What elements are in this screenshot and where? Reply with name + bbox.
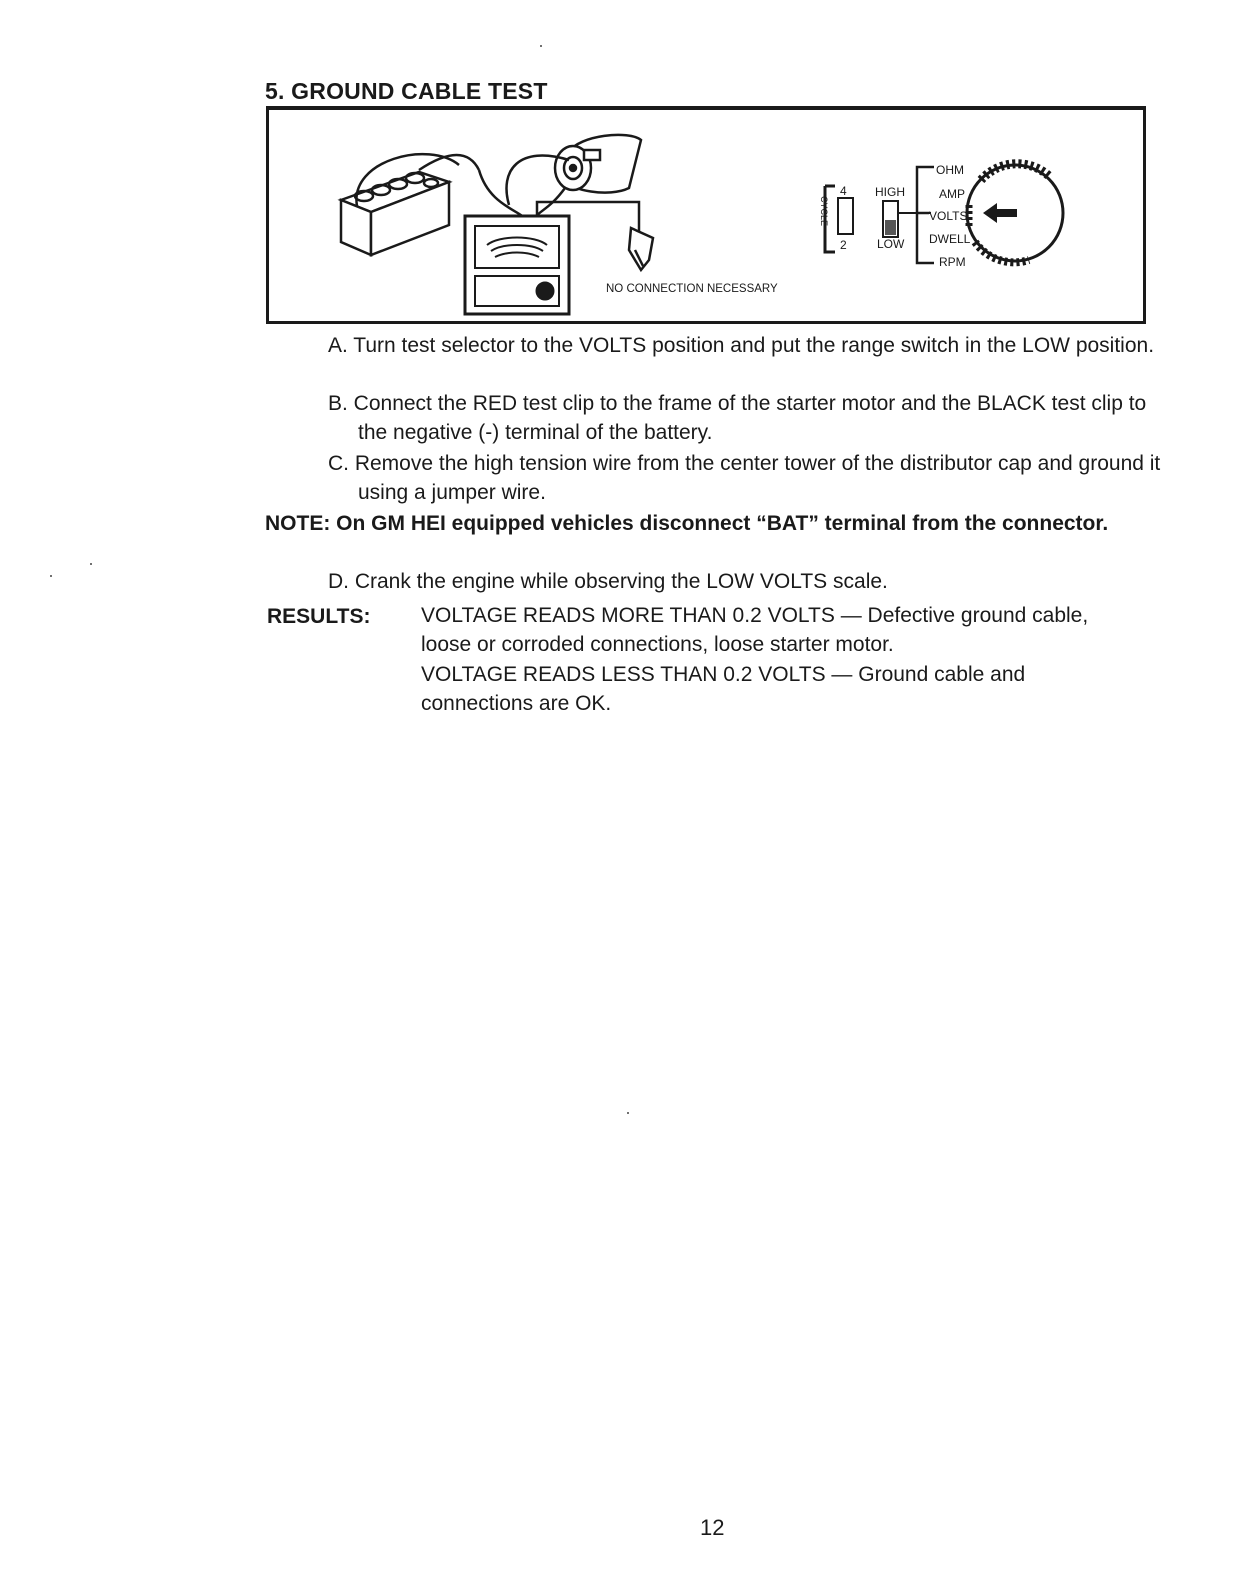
- battery-icon: [341, 154, 479, 255]
- page-number: 12: [700, 1515, 725, 1540]
- range-high-label: HIGH: [875, 185, 905, 199]
- step-b: B. Connect the RED test clip to the frame of the starter motor and the BLACK test clip to the negative (-) terminal of the battery.: [328, 392, 1147, 444]
- diagram-caption: NO CONNECTION NECESSARY: [606, 283, 778, 295]
- diagram-drawing: [269, 110, 1143, 321]
- results-label: RESULTS:: [267, 605, 371, 628]
- scan-speck: [627, 1112, 629, 1114]
- meter-icon: [465, 216, 569, 314]
- test-diagram: [266, 106, 1146, 324]
- scan-speck: [50, 575, 52, 577]
- cycle-switch: [819, 184, 853, 252]
- selector-option-rpm: RPM: [939, 255, 966, 269]
- step-d: D. Crank the engine while observing the LOW VOLTS scale.: [328, 570, 888, 593]
- step-a: A. Turn test selector to the VOLTS position and put the range switch in the LOW position.: [328, 334, 1155, 357]
- test-clip-icon: [629, 228, 653, 270]
- range-switch: [875, 185, 931, 251]
- step-c: C. Remove the high tension wire from the center tower of the distributor cap and ground it using a jumper wire.: [328, 452, 1161, 504]
- scan-speck: [540, 45, 542, 47]
- scan-speck: [90, 563, 92, 565]
- cycle-bottom-label: 2: [840, 238, 847, 252]
- result-item: VOLTAGE READS MORE THAN 0.2 VOLTS — Defective ground cable, loose or corroded connections, loose starter motor.: [421, 604, 1089, 656]
- section-title: 5. GROUND CABLE TEST: [265, 78, 548, 104]
- selector-option-volts: VOLTS: [929, 209, 968, 223]
- range-low-label: LOW: [877, 237, 905, 251]
- starter-motor-icon: [555, 135, 641, 193]
- cycle-label: CYCLE: [819, 196, 829, 227]
- selector-option-dwell: DWELL: [929, 232, 971, 246]
- selector-option-amp: AMP: [939, 187, 966, 201]
- cycle-top-label: 4: [840, 184, 847, 198]
- selector-option-ohm: OHM: [936, 163, 964, 177]
- note-text: NOTE: On GM HEI equipped vehicles disconnect “BAT” terminal from the connector.: [265, 512, 1109, 535]
- result-item: VOLTAGE READS LESS THAN 0.2 VOLTS — Ground cable and connections are OK.: [421, 663, 1026, 715]
